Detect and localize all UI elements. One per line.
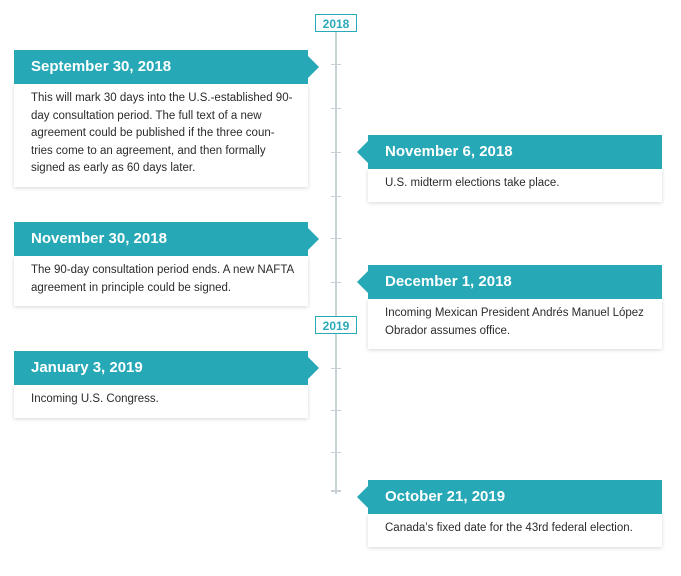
event-description: The 90-day consultation period ends. A new NAFTA agreement in principle could be signed.	[14, 256, 308, 306]
year-marker-2018: 2018	[315, 14, 357, 32]
event-date-banner: January 3, 2019	[14, 351, 308, 385]
event-card-september-30-2018	[14, 50, 308, 187]
event-card-november-6-2018	[368, 135, 662, 202]
event-description: Canada’s fixed date for the 43rd federal election.	[368, 514, 662, 547]
timeline-tick	[331, 108, 341, 109]
timeline-spine	[335, 32, 337, 494]
timeline-tick	[331, 410, 341, 411]
event-description: Incoming U.S. Congress.	[14, 385, 308, 418]
timeline-tick	[331, 368, 341, 369]
year-marker-2019: 2019	[315, 316, 357, 334]
event-date-banner: September 30, 2018	[14, 50, 308, 84]
timeline-tick	[331, 282, 341, 283]
timeline-tick	[331, 238, 341, 239]
timeline-tick	[331, 196, 341, 197]
event-description: U.S. midterm elections take place.	[368, 169, 662, 202]
timeline-tick	[331, 152, 341, 153]
event-card-october-21-2019	[368, 480, 662, 547]
event-card-january-3-2019	[14, 351, 308, 418]
timeline-tick	[331, 452, 341, 453]
event-card-november-30-2018	[14, 222, 308, 306]
event-card-december-1-2018	[368, 265, 662, 349]
timeline-end-cap	[331, 490, 341, 492]
event-date-banner: November 6, 2018	[368, 135, 662, 169]
timeline-tick	[331, 64, 341, 65]
event-date-banner: October 21, 2019	[368, 480, 662, 514]
event-date-banner: December 1, 2018	[368, 265, 662, 299]
event-description: Incoming Mexican President Andrés Manuel López Obrador assumes office.	[368, 299, 662, 349]
event-date-banner: November 30, 2018	[14, 222, 308, 256]
event-description: This will mark 30 days into the U.S.-established 90-day consultation period. The full text of a new agreement could be published if the three coun-tries come to an agreement, and then formally signed as early as 60 days later.	[14, 84, 308, 187]
